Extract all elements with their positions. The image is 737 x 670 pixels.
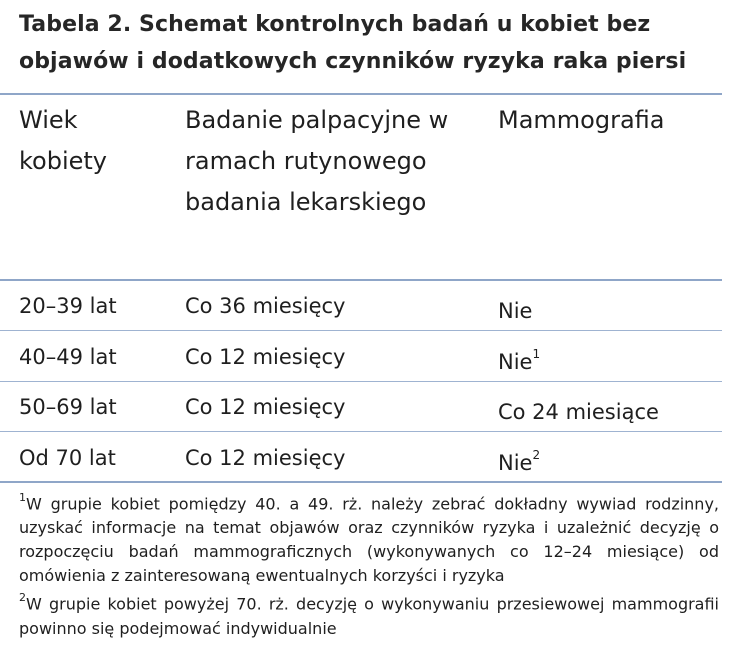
header-age: Wiek kobiety — [19, 106, 108, 175]
footnotes — [19, 488, 719, 641]
row-2-age: 40–49 lat — [19, 345, 117, 369]
row-divider — [0, 431, 722, 432]
header-palpation: Badanie palpacyjne w ramach rutynowego badania lekarskiego — [185, 106, 449, 216]
header-top-rule — [0, 93, 722, 95]
footnote-text: W grupie kobiet pomiędzy 40. a 49. rż. należy zebrać dokładny wywiad rodzinny, uzyskać informacje na temat objawów oraz czynników ryzyka i uzależnić decyzję o rozpoczęciu badań mammograficznych (wykonywanych co 12–24 miesiące) od omówienia z zainteresowaną ewentualnych korzyści i ryzyka — [19, 494, 719, 586]
row-1-palpation: Co 36 miesięcy — [185, 294, 346, 318]
row-3-mammography: Co 24 miesiące — [498, 400, 659, 424]
footnote-text: W grupie kobiet powyżej 70. rż. decyzję o wykonywaniu przesiewowej mammografii powinno się podejmować indywidualnie — [19, 594, 719, 638]
row-3-age: 50–69 lat — [19, 395, 117, 419]
footnote-mark: 1 — [19, 491, 26, 504]
row-divider — [0, 330, 722, 331]
row-divider — [0, 381, 722, 382]
footnote-1 — [19, 488, 719, 588]
header-mammography: Mammografia — [498, 106, 665, 134]
table-title: Tabela 2. Schemat kontrolnych badań u kobiet bez objawów i dodatkowych czynników ryzyka raka piersi — [19, 12, 687, 74]
row-2-mammography: Nie$^1$ — [498, 347, 541, 374]
row-2-palpation: Co 12 miesięcy — [185, 345, 346, 369]
row-4-palpation: Co 12 miesięcy — [185, 446, 346, 470]
row-1-mammography: Nie — [498, 299, 533, 323]
header-bottom-rule — [0, 279, 722, 281]
row-4-mammography: Nie$^2$ — [498, 448, 541, 475]
footnote-2 — [19, 588, 719, 640]
footnote-ref-2: 2 — [532, 448, 541, 462]
footnote-ref-1: 1 — [532, 347, 541, 361]
footnote-mark: 2 — [19, 591, 26, 605]
table-bottom-rule — [0, 481, 722, 483]
row-1-age: 20–39 lat — [19, 294, 117, 318]
row-3-palpation: Co 12 miesięcy — [185, 395, 346, 419]
row-4-age: Od 70 lat — [19, 446, 116, 470]
